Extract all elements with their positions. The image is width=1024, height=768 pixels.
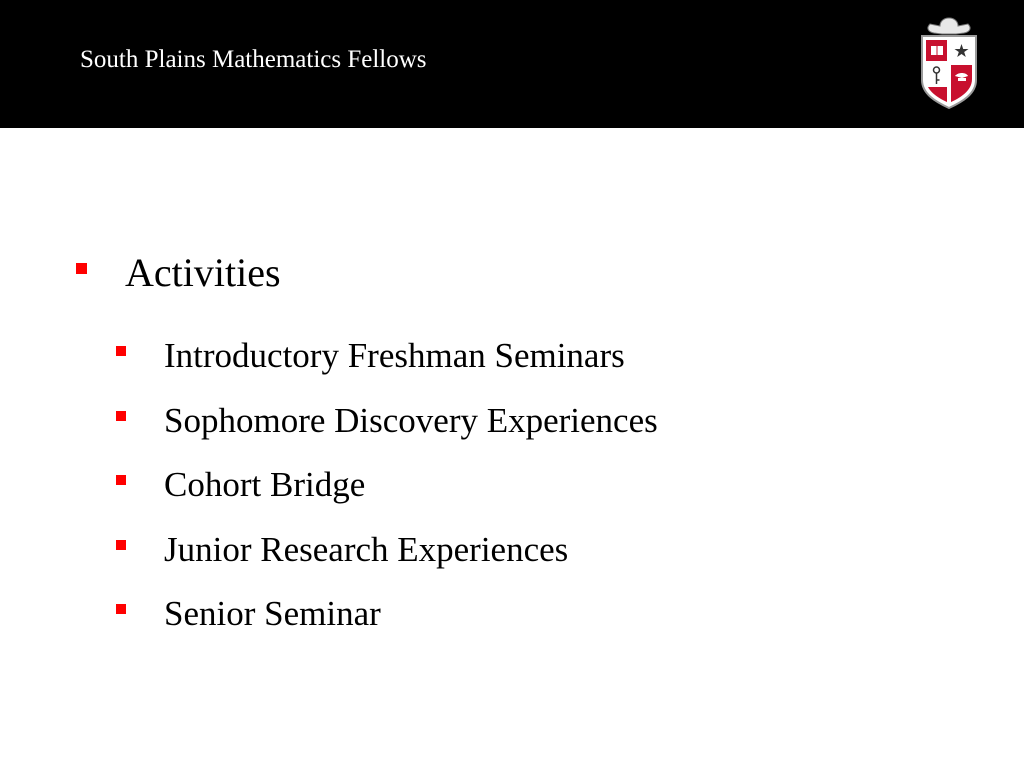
list-item-label: Senior Seminar (164, 594, 381, 634)
activities-list (116, 324, 658, 647)
bullet-item-activities (76, 250, 281, 296)
header-band (0, 0, 1024, 128)
list-item (116, 453, 658, 518)
header-title: South Plains Mathematics Fellows (80, 46, 427, 73)
list-item-label: Sophomore Discovery Experiences (164, 400, 658, 440)
heading-activities: Activities (125, 250, 281, 295)
bullet-square-icon (116, 604, 126, 614)
list-item-label: Introductory Freshman Seminars (164, 336, 625, 376)
list-item (116, 582, 658, 647)
bullet-square-icon (116, 411, 126, 421)
list-item-label: Cohort Bridge (164, 465, 366, 505)
bullet-square-icon (116, 540, 126, 550)
bullet-square-icon (116, 475, 126, 485)
list-item-label: Junior Research Experiences (164, 529, 569, 569)
list-item (116, 324, 658, 389)
bullet-square-icon (116, 346, 126, 356)
bullet-square-icon (76, 263, 87, 274)
list-item (116, 389, 658, 454)
university-shield-logo-icon (916, 14, 982, 112)
list-item (116, 518, 658, 583)
